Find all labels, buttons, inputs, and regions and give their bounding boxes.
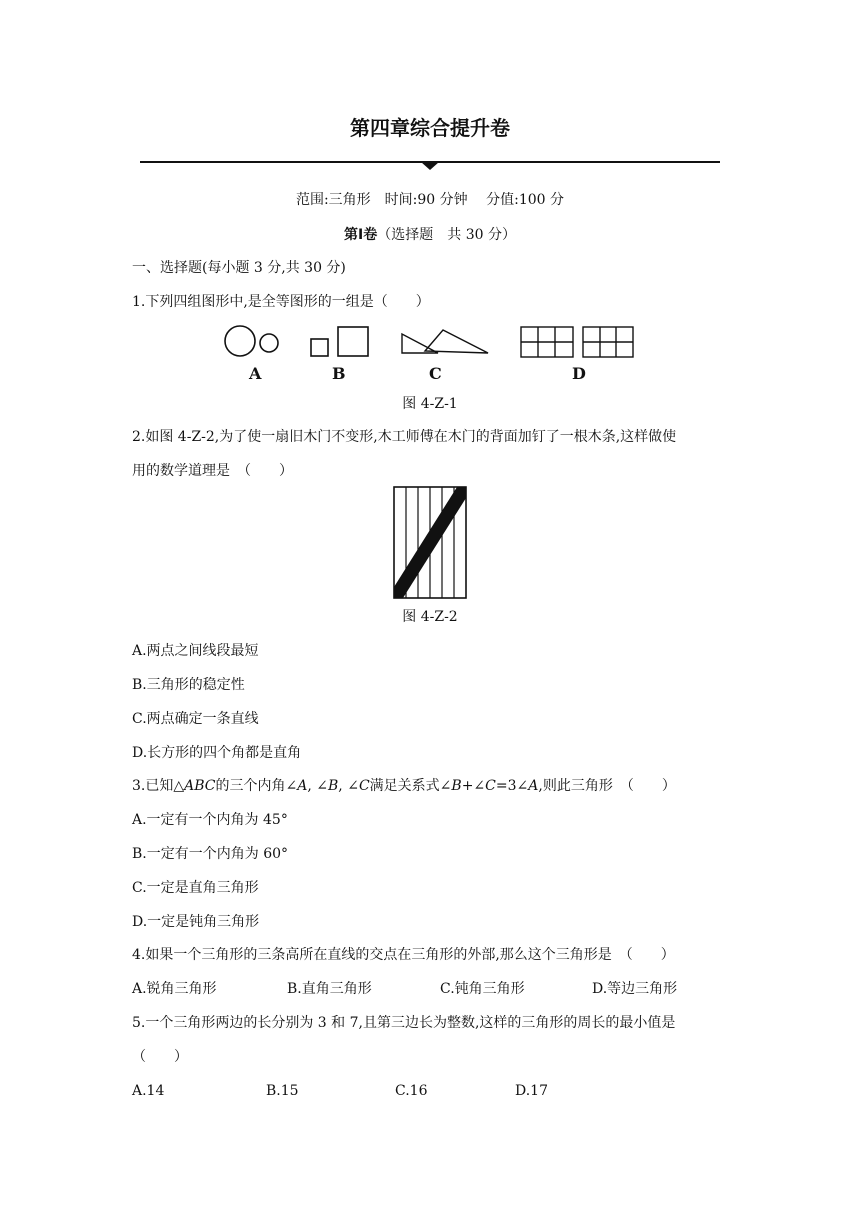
question-4-option-a: A.锐角三角形 bbox=[132, 981, 217, 997]
door-figure bbox=[393, 486, 469, 600]
exam-meta: 范围:三角形 时间:90 分钟 分值:100 分 bbox=[295, 192, 565, 208]
question-5-stem-line2: （ ） bbox=[132, 1049, 188, 1065]
question-5-option-c: C.16 bbox=[395, 1083, 428, 1099]
section-heading bbox=[0, 225, 860, 245]
question-2-stem-line1: 2.如图 4-Z-2,为了使一扇旧木门不变形,木工师傅在木门的背面加钉了一根木条,这样做使 bbox=[132, 429, 677, 445]
question-2-option-c: C.两点确定一条直线 bbox=[132, 711, 259, 727]
question-3-option-b: B.一定有一个内角为 60° bbox=[132, 846, 289, 862]
question-3-stem: 3.已知△ABC的三个内角∠A, ∠B, ∠C满足关系式∠B+∠C=3∠A,则此三角形 （ ） bbox=[132, 778, 676, 794]
question-4-option-c: C.钝角三角形 bbox=[440, 981, 525, 997]
question-2-option-a: A.两点之间线段最短 bbox=[132, 643, 259, 659]
option-d-grids bbox=[521, 327, 633, 357]
figure-label-a: A bbox=[249, 364, 262, 383]
section-note: （选择题 共 30 分） bbox=[377, 227, 516, 243]
question-3-option-a: A.一定有一个内角为 45° bbox=[132, 812, 288, 828]
question-3-option-d: D.一定是钝角三角形 bbox=[132, 914, 260, 930]
section-label: 第Ⅰ卷 bbox=[344, 227, 378, 243]
question-2-stem-line2: 用的数学道理是 （ ） bbox=[132, 463, 293, 479]
question-4-option-d: D.等边三角形 bbox=[592, 981, 678, 997]
figure-caption-1: 图 4-Z-1 bbox=[402, 396, 458, 412]
question-5-option-d: D.17 bbox=[515, 1083, 548, 1099]
question-2-option-b: B.三角形的稳定性 bbox=[132, 677, 245, 693]
part-heading: 一、选择题(每小题 3 分,共 30 分) bbox=[132, 260, 346, 276]
question-2-option-d: D.长方形的四个角都是直角 bbox=[132, 745, 302, 761]
page-title: 第四章综合提升卷 bbox=[350, 116, 510, 140]
figure-label-b: B bbox=[332, 364, 346, 383]
option-a-circles bbox=[225, 326, 278, 356]
question-5-stem-line1: 5.一个三角形两边的长分别为 3 和 7,且第三边长为整数,这样的三角形的周长的最小值是 bbox=[132, 1015, 676, 1031]
option-b-squares bbox=[311, 327, 368, 356]
question-4-option-b: B.直角三角形 bbox=[287, 981, 372, 997]
question-5-option-a: A.14 bbox=[132, 1083, 165, 1099]
question-3-option-c: C.一定是直角三角形 bbox=[132, 880, 259, 896]
option-c-triangles bbox=[402, 330, 488, 353]
figure-label-c: C bbox=[429, 364, 442, 383]
figure-label-d: D bbox=[572, 364, 586, 383]
title-divider bbox=[140, 155, 722, 173]
question-1-stem: 1.下列四组图形中,是全等图形的一组是（ ） bbox=[132, 294, 430, 310]
figure-caption-2: 图 4-Z-2 bbox=[402, 609, 458, 625]
question-5-option-b: B.15 bbox=[266, 1083, 299, 1099]
question-4-stem: 4.如果一个三角形的三条高所在直线的交点在三角形的外部,那么这个三角形是 （ ） bbox=[132, 947, 675, 963]
